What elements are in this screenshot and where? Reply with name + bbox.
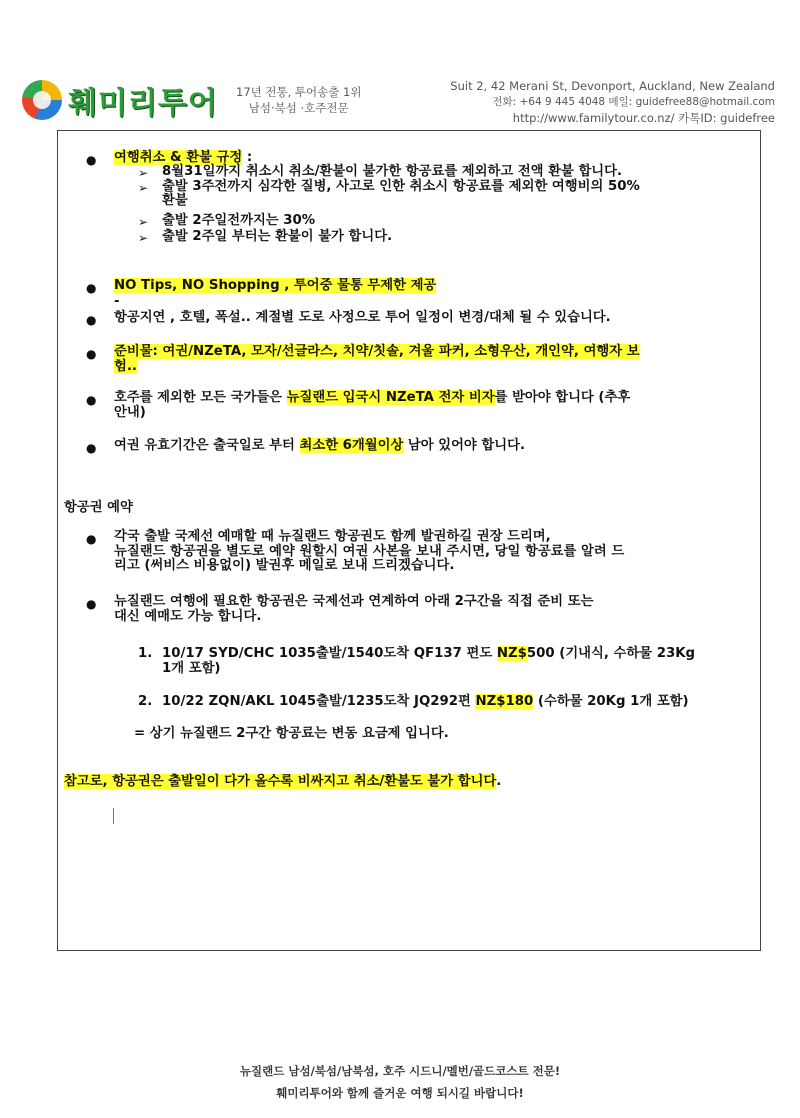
flight-2-baggage: (수하물 20Kg 1개 포함): [533, 694, 689, 709]
visa-notice-cont: 안내): [114, 405, 146, 420]
delay-notice: 항공지연 , 호텔, 폭설.. 계절별 도로 사정으로 투어 일정이 변경/대체 될 수 있습니다.: [114, 310, 611, 325]
bullet-icon: ●: [86, 347, 97, 361]
ticket-warning-text: 참고로, 항공권은 출발일이 다가 올수록 비싸지고 취소/환불도 불가 합니다: [64, 774, 497, 789]
visa-text-2: 를 받아야 합니다 (추후: [494, 390, 631, 405]
contact-address: [450, 78, 775, 126]
bullet-icon: ●: [86, 393, 97, 407]
website-kakao-line: http://www.familytour.co.nz/ 카톡ID: guidefree: [512, 111, 775, 125]
tagline-line-1: 17년 전통, 투어송출 1위: [236, 85, 362, 99]
flight-para-1-line-3: 리고 (써비스 비용없이) 발권후 메일로 보내 드리겠습니다.: [114, 558, 455, 573]
fare-note: = 상기 뉴질랜드 2구간 항공료는 변동 요금제 입니다.: [134, 726, 449, 741]
footer-line-1: 뉴질랜드 남섬/북섬/남북섬, 호주 시드니/멜번/골드코스트 전문!: [239, 1064, 561, 1078]
cancel-item-3: 출발 2주일전까지는 30%: [162, 213, 316, 228]
prep-text-1: 준비물: 여권/NZeTA, 모자/선글라스, 치약/칫솔, 겨울 파커, 소형우산, 개인약,: [114, 344, 584, 359]
logo-text: 훼미리투어: [68, 86, 218, 121]
page-footer: [0, 1060, 800, 1104]
document-body-frame: [57, 130, 761, 951]
arrow-bullet-icon: ➢: [138, 231, 149, 245]
flight-1-text: 10/17 SYD/CHC 1035출발/1540도착 QF137 편도: [162, 646, 497, 661]
flight-1-details-cont: 1개 포함): [162, 661, 221, 676]
flight-2-number: 2.: [138, 694, 153, 709]
bullet-icon: ●: [86, 441, 97, 455]
flight-1-currency: NZ$: [496, 646, 527, 661]
cancel-policy-title: 여행취소 & 환불 규정: [114, 150, 243, 165]
cancel-policy-heading: [114, 151, 754, 165]
ticket-warning-period: .: [496, 774, 502, 789]
flight-2-details: [162, 695, 754, 709]
dash-mark: -: [114, 294, 120, 309]
company-logo: [22, 78, 218, 122]
flight-2-text: 10/22 ZQN/AKL 1045출발/1235도착 JQ292편: [162, 694, 476, 709]
bullet-icon: ●: [86, 281, 97, 295]
passport-text-1: 여권 유효기간은 출국일로 부터: [114, 438, 300, 453]
page-header: [0, 0, 800, 130]
arrow-bullet-icon: ➢: [138, 181, 149, 195]
cancel-item-1: 8월31일까지 취소시 취소/환불이 불가한 항공료를 제외하고 전액 환불 합니다.: [162, 164, 623, 179]
cancel-item-4: 출발 2주일 부터는 환불이 불가 합니다.: [162, 229, 393, 244]
no-tips-text: NO Tips, NO Shopping , 투어중 물통 무제한 제공: [114, 278, 437, 293]
cancel-item-2-cont: 환불: [162, 193, 188, 208]
prep-highlight: 여행자 보: [583, 344, 640, 359]
cancel-policy-colon: :: [242, 150, 253, 165]
address-line: Suit 2, 42 Merani St, Devonport, Auckland, New Zealand: [450, 79, 775, 93]
flight-para-2-line-2: 대신 예매도 가능 합니다.: [114, 609, 262, 624]
text-cursor[interactable]: [113, 808, 114, 824]
bullet-icon: ●: [86, 313, 97, 327]
passport-text-2: 남아 있어야 합니다.: [403, 438, 525, 453]
passport-notice: [114, 439, 754, 453]
bullet-icon: ●: [86, 153, 97, 167]
arrow-bullet-icon: ➢: [138, 215, 149, 229]
cancel-item-2: 출발 3주전까지 심각한 질병, 사고로 인한 취소시 항공료를 제외한 여행비의 50%: [162, 179, 640, 194]
bullet-icon: ●: [86, 532, 97, 546]
tagline-line-2: 남섬·북섬 ·호주전문: [248, 101, 349, 115]
passport-highlight: 최소한 6개월이상: [299, 438, 404, 453]
flight-1-details: [162, 647, 754, 661]
flight-section-title: 항공권 예약: [64, 500, 133, 515]
footer-line-2: 훼미리투어와 함께 즐거운 여행 되시길 바랍니다!: [276, 1086, 524, 1100]
arrow-bullet-icon: ➢: [138, 166, 149, 180]
flight-para-1-line-2: 뉴질랜드 항공권을 별도로 예약 원할시 여권 사본을 보내 주시면, 당일 항공료를 알려 드: [114, 544, 625, 559]
prep-items: [114, 345, 754, 359]
flight-1-price: 500 (기내식, 수하물 23Kg: [526, 646, 696, 661]
flight-para-1-line-1: 각국 출발 국제선 예매할 때 뉴질랜드 항공권도 함께 발권하길 권장 드리며,: [114, 529, 551, 544]
flight-1-number: 1.: [138, 646, 153, 661]
logo-emblem-icon: [22, 80, 62, 120]
bullet-icon: ●: [86, 597, 97, 611]
visa-highlight: 뉴질랜드 입국시 NZeTA 전자 비자: [286, 390, 495, 405]
prep-text-2: 험..: [114, 359, 137, 374]
visa-text-1: 호주를 제외한 모든 국가들은: [114, 390, 287, 405]
no-tips-line: [114, 279, 754, 293]
phone-email-line: 전화: +64 9 445 4048 메일: guidefree88@hotmail.com: [492, 96, 775, 108]
tagline: [236, 84, 361, 116]
flight-para-2-line-1: 뉴질랜드 여행에 필요한 항공권은 국제선과 연계하여 아래 2구간을 직접 준비 또는: [114, 594, 594, 609]
prep-items-cont: [114, 360, 754, 374]
visa-notice: [114, 391, 754, 405]
ticket-warning: [64, 775, 754, 789]
flight-2-price-highlight: NZ$180: [475, 694, 534, 709]
